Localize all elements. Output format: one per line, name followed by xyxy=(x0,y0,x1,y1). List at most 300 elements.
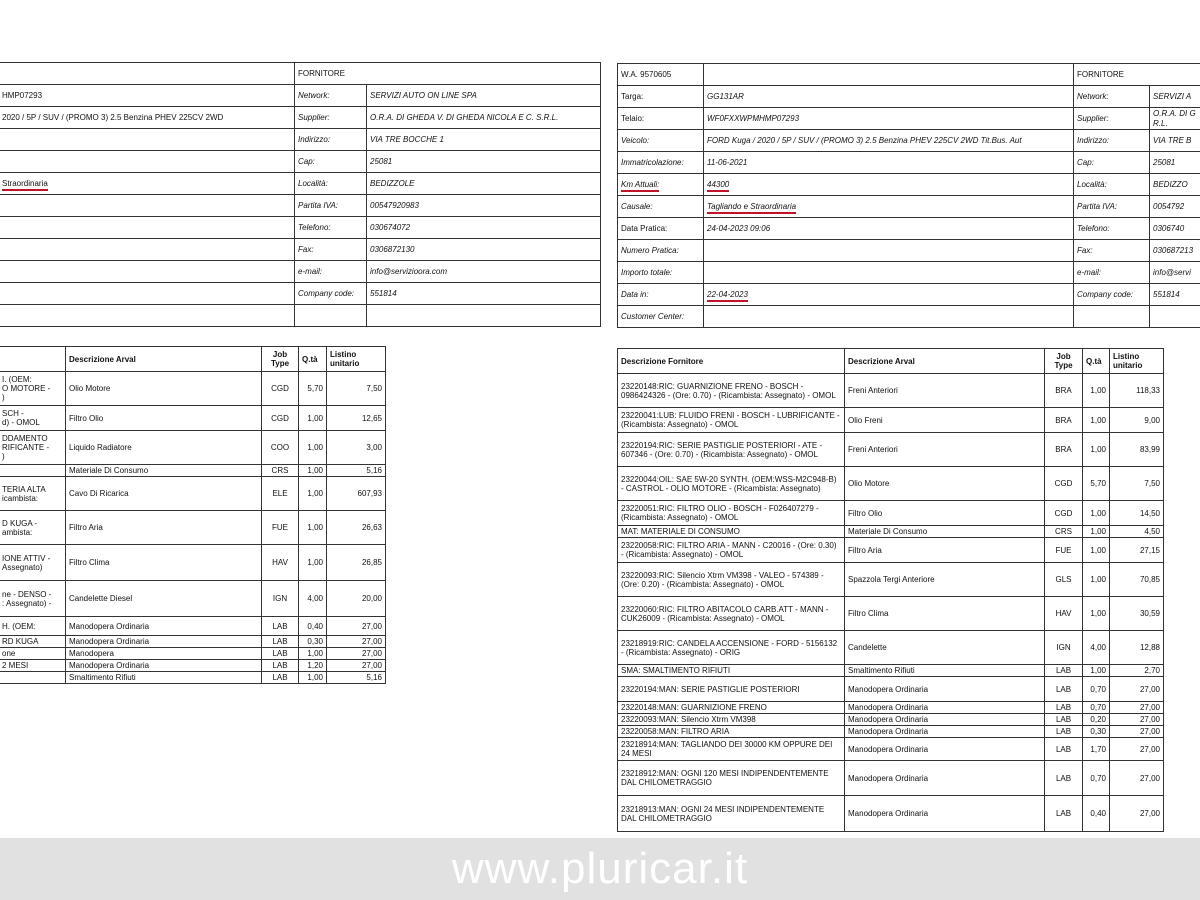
vehicle-cell xyxy=(0,63,295,85)
vehicle-label-text: Data Pratica: xyxy=(621,223,668,233)
item-quantity: 1,00 xyxy=(299,431,327,465)
supplier-value: VIA TRE BOCCHE 1 xyxy=(367,129,601,151)
item-quantity: 1,00 xyxy=(1083,374,1110,408)
table-row xyxy=(618,538,1164,563)
item-job-type: CGD xyxy=(1045,467,1083,501)
table-row xyxy=(0,545,386,581)
item-supplier-description: 23220093:MAN: Silencio Xtrm VM398 xyxy=(618,714,845,726)
item-unit-price: 27,00 xyxy=(1110,702,1164,714)
item-job-type: CGD xyxy=(262,406,299,431)
item-arval-description: Freni Anteriori xyxy=(845,374,1045,408)
item-unit-price: 5,16 xyxy=(327,672,386,684)
supplier-value: 00547920983 xyxy=(367,195,601,217)
left-header-row xyxy=(0,63,601,85)
item-quantity: 1,00 xyxy=(1083,665,1110,677)
item-job-type: CRS xyxy=(1045,526,1083,538)
item-description: one xyxy=(0,648,66,660)
item-job-type: IGN xyxy=(1045,631,1083,665)
item-supplier-description: 23220051:RIC: FILTRO OLIO - BOSCH - F026407279 - (Ricambista: Assegnato) - OMOL xyxy=(618,501,845,526)
right-items-header-row xyxy=(618,349,1164,374)
right-items-table xyxy=(617,348,1164,832)
item-arval-description: Olio Freni xyxy=(845,408,1045,433)
left-header xyxy=(0,62,601,327)
item-quantity: 1,00 xyxy=(1083,597,1110,631)
item-arval-description: Filtro Clima xyxy=(845,597,1045,631)
item-supplier-description: 23220148:RIC: GUARNIZIONE FRENO - BOSCH - 0986424326 - (Ore: 0.70) - (Ricambista: Assegnato) - OMOL xyxy=(618,374,845,408)
vehicle-value: 2020 / 5P / SUV / (PROMO 3) 2.5 Benzina PHEV 225CV 2WD xyxy=(2,112,224,122)
supplier-label: Telefono: xyxy=(1074,218,1150,240)
table-row xyxy=(0,477,386,511)
item-quantity: 0,40 xyxy=(1083,796,1110,832)
vehicle-value-text: 11-06-2021 xyxy=(707,157,748,167)
supplier-label: Company code: xyxy=(1074,284,1150,306)
vehicle-value xyxy=(704,306,1074,328)
supplier-label: Indirizzo: xyxy=(1074,130,1150,152)
item-quantity: 0,30 xyxy=(1083,726,1110,738)
left-header-row xyxy=(0,283,601,305)
item-job-type: FUE xyxy=(1045,538,1083,563)
vehicle-label xyxy=(618,306,704,328)
item-supplier-description: 23218919:RIC: CANDELA ACCENSIONE - FORD - 5156132 - (Ricambista: Assegnato) - ORIG xyxy=(618,631,845,665)
item-supplier-description: 23220194:MAN: SERIE PASTIGLIE POSTERIORI xyxy=(618,677,845,702)
supplier-value: 551814 xyxy=(367,283,601,305)
vehicle-cell xyxy=(0,261,295,283)
vehicle-value-text: 24-04-2023 09:06 xyxy=(707,223,771,233)
left-header-row xyxy=(0,107,601,129)
supplier-label: Company code: xyxy=(295,283,367,305)
item-unit-price: 7,50 xyxy=(1110,467,1164,501)
item-supplier-description: 23220058:MAN: FILTRO ARIA xyxy=(618,726,845,738)
item-arval-description: Manodopera Ordinaria xyxy=(845,714,1045,726)
item-unit-price: 9,00 xyxy=(1110,408,1164,433)
vehicle-label-text: Data in: xyxy=(621,289,649,299)
left-items-header-row xyxy=(0,347,386,372)
col-desc-supplier: Descrizione Fornitore xyxy=(618,349,845,374)
item-description: D KUGA - ambista: xyxy=(0,511,66,545)
item-quantity: 1,00 xyxy=(299,648,327,660)
col-desc-arval: Descrizione Arval xyxy=(66,347,262,372)
item-job-type: LAB xyxy=(262,648,299,660)
item-job-type: FUE xyxy=(262,511,299,545)
item-job-type: LAB xyxy=(1045,726,1083,738)
vehicle-value xyxy=(704,64,1074,86)
item-job-type: BRA xyxy=(1045,374,1083,408)
supplier-label: Cap: xyxy=(295,151,367,173)
right-header-row xyxy=(618,64,1200,86)
item-unit-price: 3,00 xyxy=(327,431,386,465)
table-row xyxy=(618,467,1164,501)
vehicle-label-text: Numero Pratica: xyxy=(621,245,679,255)
supplier-label: e-mail: xyxy=(295,261,367,283)
vehicle-value: Straordinaria xyxy=(2,179,48,191)
supplier-label: Fax: xyxy=(295,239,367,261)
right-header-row xyxy=(618,152,1200,174)
item-quantity: 1,00 xyxy=(299,511,327,545)
item-quantity: 5,70 xyxy=(1083,467,1110,501)
table-row xyxy=(618,702,1164,714)
item-job-type: LAB xyxy=(1045,761,1083,796)
col-qty: Q.tà xyxy=(299,347,327,372)
right-header-row xyxy=(618,262,1200,284)
vehicle-cell xyxy=(0,283,295,305)
item-description: RD KUGA xyxy=(0,636,66,648)
item-arval-description: Candelette Diesel xyxy=(66,581,262,617)
watermark-band xyxy=(0,838,1200,900)
item-arval-description: Manodopera Ordinaria xyxy=(845,726,1045,738)
vehicle-label-text: Causale: xyxy=(621,201,653,211)
item-supplier-description: 23220044:OIL: SAE 5W-20 SYNTH. (OEM:WSS-M2C948-B) - CASTROL - OLIO MOTORE - (Ricambista: Assegnato) xyxy=(618,467,845,501)
supplier-value: 25081 xyxy=(1150,152,1200,174)
vehicle-label-text: Importo totale: xyxy=(621,267,673,277)
supplier-value: 0054792 xyxy=(1150,196,1200,218)
item-job-type: COO xyxy=(262,431,299,465)
vehicle-label xyxy=(618,284,704,306)
item-quantity: 1,00 xyxy=(1083,563,1110,597)
item-arval-description: Spazzola Tergi Anteriore xyxy=(845,563,1045,597)
col-price: Listino unitario xyxy=(1110,349,1164,374)
left-header-row xyxy=(0,151,601,173)
vehicle-value-text: WF0FXXWPMHMP07293 xyxy=(707,113,800,123)
table-row xyxy=(618,761,1164,796)
col-qty: Q.tà xyxy=(1083,349,1110,374)
item-arval-description: Materiale Di Consumo xyxy=(845,526,1045,538)
vehicle-label-text: Customer Center: xyxy=(621,311,685,321)
supplier-value: 25081 xyxy=(367,151,601,173)
vehicle-label xyxy=(618,262,704,284)
item-supplier-description: 23220093:RIC: Silencio Xtrm VM398 - VALEO - 574389 - (Ore: 0.20) - (Ricambista: Assegnato) - OMOL xyxy=(618,563,845,597)
col-price: Listino unitario xyxy=(327,347,386,372)
left-header-row xyxy=(0,261,601,283)
vehicle-value: HMP07293 xyxy=(2,90,43,100)
item-arval-description: Manodopera Ordinaria xyxy=(845,738,1045,761)
table-row xyxy=(0,581,386,617)
supplier-label: e-mail: xyxy=(1074,262,1150,284)
table-row xyxy=(0,372,386,406)
right-header-row xyxy=(618,306,1200,328)
item-quantity: 4,00 xyxy=(1083,631,1110,665)
left-header-row xyxy=(0,217,601,239)
vehicle-label xyxy=(618,130,704,152)
left-header-row xyxy=(0,173,601,195)
item-unit-price: 118,33 xyxy=(1110,374,1164,408)
table-row xyxy=(618,726,1164,738)
table-row xyxy=(0,406,386,431)
vehicle-cell xyxy=(0,129,295,151)
supplier-value: O.R.A. DI G R.L. xyxy=(1150,108,1200,130)
item-supplier-description: 23218912:MAN: OGNI 120 MESI INDIPENDENTEMENTE DAL CHILOMETRAGGIO xyxy=(618,761,845,796)
item-supplier-description: 23218914:MAN: TAGLIANDO DEI 30000 KM OPPURE DEI 24 MESI xyxy=(618,738,845,761)
supplier-value: info@servizioora.com xyxy=(367,261,601,283)
vehicle-value xyxy=(704,152,1074,174)
item-unit-price: 27,00 xyxy=(1110,761,1164,796)
left-header-row xyxy=(0,305,601,327)
table-row xyxy=(618,738,1164,761)
item-arval-description: Manodopera Ordinaria xyxy=(845,677,1045,702)
supplier-label xyxy=(1074,306,1150,328)
vehicle-cell xyxy=(0,151,295,173)
item-job-type: LAB xyxy=(262,672,299,684)
item-unit-price: 607,93 xyxy=(327,477,386,511)
item-unit-price: 26,85 xyxy=(327,545,386,581)
table-row xyxy=(618,408,1164,433)
vehicle-value-text: 44300 xyxy=(707,180,729,192)
table-row xyxy=(618,631,1164,665)
item-quantity: 0,70 xyxy=(1083,702,1110,714)
item-description: IONE ATTIV - Assegnato) xyxy=(0,545,66,581)
item-job-type: LAB xyxy=(1045,796,1083,832)
item-unit-price: 27,00 xyxy=(1110,714,1164,726)
item-description: ne - DENSO - : Assegnato) - xyxy=(0,581,66,617)
item-job-type: CGD xyxy=(262,372,299,406)
vehicle-cell xyxy=(0,305,295,327)
table-row xyxy=(618,597,1164,631)
item-supplier-description: MAT: MATERIALE DI CONSUMO xyxy=(618,526,845,538)
item-unit-price: 12,88 xyxy=(1110,631,1164,665)
item-unit-price: 27,00 xyxy=(1110,796,1164,832)
item-unit-price: 5,16 xyxy=(327,465,386,477)
item-job-type: CRS xyxy=(262,465,299,477)
item-unit-price: 7,50 xyxy=(327,372,386,406)
vehicle-label-text: Targa: xyxy=(621,91,644,101)
item-quantity: 0,40 xyxy=(299,617,327,636)
right-header-row xyxy=(618,174,1200,196)
vehicle-label xyxy=(618,196,704,218)
table-row xyxy=(618,374,1164,408)
vehicle-cell xyxy=(0,107,295,129)
item-arval-description: Smaltimento Rifiuti xyxy=(66,672,262,684)
item-unit-price: 70,85 xyxy=(1110,563,1164,597)
item-unit-price: 26,63 xyxy=(327,511,386,545)
item-arval-description: Cavo Di Ricarica xyxy=(66,477,262,511)
vehicle-label-text: Immatricolazione: xyxy=(621,157,684,167)
item-quantity: 1,00 xyxy=(299,545,327,581)
item-job-type: BRA xyxy=(1045,433,1083,467)
vehicle-value-text: FORD Kuga / 2020 / 5P / SUV / (PROMO 3) 2.5 Benzina PHEV 225CV 2WD Tit.Bus. Aut xyxy=(707,135,1022,145)
supplier-label: Partita IVA: xyxy=(1074,196,1150,218)
item-arval-description: Manodopera Ordinaria xyxy=(845,702,1045,714)
right-header-row xyxy=(618,108,1200,130)
item-quantity: 1,20 xyxy=(299,660,327,672)
right-header-row xyxy=(618,196,1200,218)
item-unit-price: 27,00 xyxy=(327,636,386,648)
item-arval-description: Filtro Aria xyxy=(845,538,1045,563)
table-row xyxy=(618,526,1164,538)
right-header xyxy=(617,63,1200,328)
item-supplier-description: 23220058:RIC: FILTRO ARIA - MANN - C20016 - (Ore: 0.30) - (Ricambista: Assegnato) - OMOL xyxy=(618,538,845,563)
supplier-value: 0306872130 xyxy=(367,239,601,261)
table-row xyxy=(618,714,1164,726)
vehicle-label-text: Telaio: xyxy=(621,113,645,123)
supplier-label: Località: xyxy=(1074,174,1150,196)
supplier-label: Località: xyxy=(295,173,367,195)
supplier-value xyxy=(367,305,601,327)
item-unit-price: 27,00 xyxy=(1110,677,1164,702)
supplier-value xyxy=(1150,306,1200,328)
left-items-table xyxy=(0,346,386,684)
left-header-row xyxy=(0,85,601,107)
item-quantity: 1,00 xyxy=(299,477,327,511)
item-arval-description: Manodopera Ordinaria xyxy=(845,761,1045,796)
vehicle-label xyxy=(618,174,704,196)
col-desc-arval: Descrizione Arval xyxy=(845,349,1045,374)
item-supplier-description: 23218913:MAN: OGNI 24 MESI INDIPENDENTEMENTE DAL CHILOMETRAGGIO xyxy=(618,796,845,832)
item-description: DDAMENTO RIFICANTE - ) xyxy=(0,431,66,465)
item-arval-description: Manodopera xyxy=(66,648,262,660)
col-job-type: Job Type xyxy=(262,347,299,372)
item-quantity: 1,00 xyxy=(299,406,327,431)
item-job-type: GLS xyxy=(1045,563,1083,597)
vehicle-label-text: W.A. 9570605 xyxy=(621,69,672,79)
item-description: 2 MESI xyxy=(0,660,66,672)
table-row xyxy=(0,672,386,684)
supplier-value: SERVIZI AUTO ON LINE SPA xyxy=(367,85,601,107)
item-arval-description: Manodopera Ordinaria xyxy=(66,636,262,648)
item-quantity: 1,00 xyxy=(1083,433,1110,467)
item-job-type: LAB xyxy=(1045,714,1083,726)
item-description: I. (OEM: O MOTORE - ) xyxy=(0,372,66,406)
item-quantity: 0,20 xyxy=(1083,714,1110,726)
item-arval-description: Filtro Olio xyxy=(66,406,262,431)
item-quantity: 0,30 xyxy=(299,636,327,648)
item-unit-price: 27,00 xyxy=(327,648,386,660)
table-row xyxy=(618,665,1164,677)
item-unit-price: 83,99 xyxy=(1110,433,1164,467)
item-job-type: LAB xyxy=(1045,702,1083,714)
right-header-row xyxy=(618,86,1200,108)
item-job-type: IGN xyxy=(262,581,299,617)
item-quantity: 0,70 xyxy=(1083,677,1110,702)
vehicle-cell xyxy=(0,239,295,261)
item-job-type: LAB xyxy=(262,660,299,672)
table-row xyxy=(0,511,386,545)
table-row xyxy=(0,431,386,465)
item-arval-description: Filtro Clima xyxy=(66,545,262,581)
item-unit-price: 27,15 xyxy=(1110,538,1164,563)
supplier-value: 030687213 xyxy=(1150,240,1200,262)
item-unit-price: 14,50 xyxy=(1110,501,1164,526)
vehicle-value xyxy=(704,262,1074,284)
vehicle-value xyxy=(704,196,1074,218)
left-header-row xyxy=(0,195,601,217)
item-unit-price: 12,65 xyxy=(327,406,386,431)
left-header-row xyxy=(0,239,601,261)
table-row xyxy=(0,660,386,672)
vehicle-label xyxy=(618,152,704,174)
table-row xyxy=(618,501,1164,526)
item-job-type: HAV xyxy=(1045,597,1083,631)
vehicle-cell xyxy=(0,173,295,195)
table-row xyxy=(0,465,386,477)
watermark-text: www.pluricar.it xyxy=(451,844,749,893)
vehicle-label xyxy=(618,64,704,86)
vehicle-value xyxy=(704,174,1074,196)
vehicle-value xyxy=(704,218,1074,240)
vehicle-label xyxy=(618,86,704,108)
item-supplier-description: 23220148:MAN: GUARNIZIONE FRENO xyxy=(618,702,845,714)
vehicle-value xyxy=(704,240,1074,262)
vehicle-cell xyxy=(0,217,295,239)
supplier-value: SERVIZI A xyxy=(1150,86,1200,108)
item-quantity: 1,00 xyxy=(1083,501,1110,526)
item-description: H. (OEM: xyxy=(0,617,66,636)
table-row xyxy=(618,796,1164,832)
table-row xyxy=(0,636,386,648)
vehicle-label xyxy=(618,218,704,240)
item-arval-description: Materiale Di Consumo xyxy=(66,465,262,477)
supplier-label: Partita IVA: xyxy=(295,195,367,217)
item-quantity: 1,00 xyxy=(1083,538,1110,563)
col-job-type: Job Type xyxy=(1045,349,1083,374)
item-job-type: LAB xyxy=(262,617,299,636)
item-supplier-description: SMA: SMALTIMENTO RIFIUTI xyxy=(618,665,845,677)
supplier-value: 0306740 xyxy=(1150,218,1200,240)
supplier-label: Network: xyxy=(295,85,367,107)
item-arval-description: Smaltimento Rifiuti xyxy=(845,665,1045,677)
item-arval-description: Olio Motore xyxy=(66,372,262,406)
item-description xyxy=(0,672,66,684)
item-arval-description: Filtro Aria xyxy=(66,511,262,545)
item-job-type: LAB xyxy=(1045,665,1083,677)
item-quantity: 1,00 xyxy=(299,465,327,477)
supplier-label: Telefono: xyxy=(295,217,367,239)
supplier-value: 030674072 xyxy=(367,217,601,239)
right-header-row xyxy=(618,240,1200,262)
item-quantity: 1,00 xyxy=(1083,408,1110,433)
item-arval-description: Freni Anteriori xyxy=(845,433,1045,467)
supplier-value: info@servi xyxy=(1150,262,1200,284)
right-header-row xyxy=(618,130,1200,152)
table-row xyxy=(0,648,386,660)
supplier-label: Network: xyxy=(1074,86,1150,108)
item-arval-description: Olio Motore xyxy=(845,467,1045,501)
item-job-type: LAB xyxy=(262,636,299,648)
table-row xyxy=(618,563,1164,597)
item-supplier-description: 23220060:RIC: FILTRO ABITACOLO CARB.ATT - MANN - CUK26009 - (Ricambista: Assegnato) - OMOL xyxy=(618,597,845,631)
item-supplier-description: 23220041:LUB: FLUIDO FRENI - BOSCH - LUBRIFICANTE - (Ricambista: Assegnato) - OMOL xyxy=(618,408,845,433)
item-unit-price: 27,00 xyxy=(327,660,386,672)
item-supplier-description: 23220194:RIC: SERIE PASTIGLIE POSTERIORI - ATE - 607346 - (Ore: 0.70) - (Ricambista: Assegnato) - OMOL xyxy=(618,433,845,467)
item-job-type: CGD xyxy=(1045,501,1083,526)
right-header-row xyxy=(618,218,1200,240)
vehicle-value xyxy=(704,86,1074,108)
item-job-type: BRA xyxy=(1045,408,1083,433)
item-unit-price: 27,00 xyxy=(1110,726,1164,738)
table-row xyxy=(0,617,386,636)
vehicle-value xyxy=(704,108,1074,130)
item-unit-price: 20,00 xyxy=(327,581,386,617)
vehicle-cell xyxy=(0,195,295,217)
vehicle-label xyxy=(618,108,704,130)
item-quantity: 1,00 xyxy=(299,672,327,684)
item-description xyxy=(0,465,66,477)
item-job-type: LAB xyxy=(1045,738,1083,761)
supplier-label: Supplier: xyxy=(295,107,367,129)
item-quantity: 4,00 xyxy=(299,581,327,617)
item-quantity: 1,00 xyxy=(1083,526,1110,538)
table-row xyxy=(618,433,1164,467)
vehicle-cell xyxy=(0,85,295,107)
vehicle-label xyxy=(618,240,704,262)
vehicle-value xyxy=(704,130,1074,152)
left-header-row xyxy=(0,129,601,151)
item-quantity: 5,70 xyxy=(299,372,327,406)
supplier-label: Fax: xyxy=(1074,240,1150,262)
item-arval-description: Candelette xyxy=(845,631,1045,665)
vehicle-value-text: 22-04-2023 xyxy=(707,290,748,302)
item-quantity: 0,70 xyxy=(1083,761,1110,796)
right-header-row xyxy=(618,284,1200,306)
supplier-label: Cap: xyxy=(1074,152,1150,174)
